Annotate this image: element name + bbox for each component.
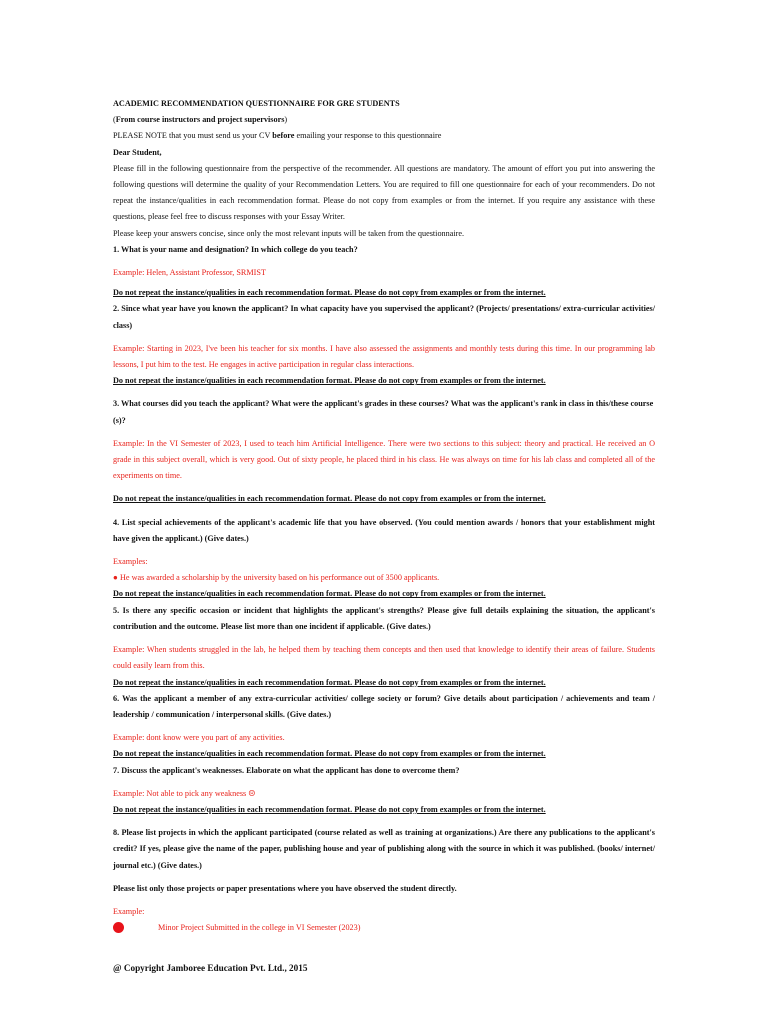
example-8-label: Example:	[113, 906, 145, 916]
question-5: 5. Is there any specific occasion or incident that highlights the applicant's strengths? Please give full details explaining the situation, the applicant's contribution and the outcome. Please list more than one incident if applicable. (Give dates.)	[113, 605, 655, 631]
note-post: emailing your response to this questionnaire	[294, 131, 442, 141]
warning-7: Do not repeat the instance/qualities in each recommendation format. Please do not copy from examples or from the internet.	[113, 804, 546, 814]
salutation: Dear Student,	[113, 147, 162, 157]
warning-6: Do not repeat the instance/qualities in each recommendation format. Please do not copy from examples or from the internet.	[113, 749, 546, 759]
example-8-bullet-row	[113, 920, 655, 938]
example-8-item: Minor Project Submitted in the college in VI Semester (2023)	[158, 923, 361, 933]
note-bold: before	[272, 131, 295, 141]
question-3: 3. What courses did you teach the applicant? What were the applicant's grades in these courses? What was the applicant's rank in class in this/these course (s)?	[113, 399, 654, 425]
intro-paragraph: Please fill in the following questionnaire from the perspective of the recommender. All questions are mandatory. The amount of effort you put into answering the following questions will determine the quality of your Recommendation Letters. You are required to fill one questionnaire for each of your recommenders. Do not repeat the instance/qualities in each recommendation format. Please do not copy from examples or from the internet. If you require any assistance with these questions, please feel free to discuss responses with your Essay Writer.	[113, 163, 655, 222]
example-1: Example: Helen, Assistant Professor, SRMIST	[113, 268, 266, 278]
questionnaire-document	[113, 96, 655, 938]
warning-2: Do not repeat the instance/qualities in each recommendation format. Please do not copy from examples or from the internet.	[113, 376, 546, 386]
question-1: 1. What is your name and designation? In which college do you teach?	[113, 244, 358, 254]
document-title: ACADEMIC RECOMMENDATION QUESTIONNAIRE FOR GRE STUDENTS	[113, 99, 400, 108]
question-8-note: Please list only those projects or paper presentations where you have observed the student directly.	[113, 883, 457, 893]
example-5: Example: When students struggled in the lab, he helped them by teaching them concepts and then used that knowledge to identify their areas of failure. Students could easily learn from this.	[113, 645, 655, 671]
copyright-footer: @ Copyright Jamboree Education Pvt. Ltd., 2015	[113, 963, 308, 973]
example-3: Example: In the VI Semester of 2023, I used to teach him Artificial Intelligence. There were two sections to this subject: theory and practical. He received an O grade in this subject overall, which is very good. Out of sixty people, he placed third in his class. He was always on time for his lab class and completed all of the experiments on time.	[113, 438, 655, 481]
example-7: Example: Not able to pick any weakness ☹	[113, 788, 256, 798]
question-8: 8. Please list projects in which the applicant participated (course related as well as training at organizations.) Are there any publications to the applicant's credit? If yes, please give the name of the paper, publishing house and year of publishing along with the source in which it was published. (books/ internet/ journal etc.) (Give dates.)	[113, 828, 655, 870]
note-pre: that you must send us your CV	[166, 131, 273, 141]
question-2: 2. Since what year have you known the applicant? In what capacity have you supervised the applicant? (Projects/ presentations/ extra-curricular activities/ class)	[113, 304, 655, 330]
warning-4: Do not repeat the instance/qualities in each recommendation format. Please do not copy from examples or from the internet.	[113, 589, 546, 599]
document-subtitle: (From course instructors and project supervisors)	[113, 115, 288, 125]
question-4: 4. List special achievements of the applicant's academic life that you have observed. (You could mention awards / honors that your establishment might have given the applicant.) (Give dates.)	[113, 517, 655, 543]
intro-paragraph-2: Please keep your answers concise, since only the most relevant inputs will be taken from the questionnaire.	[113, 228, 465, 238]
warning-5: Do not repeat the instance/qualities in each recommendation format. Please do not copy from examples or from the internet.	[113, 677, 546, 687]
subtitle-text: From course instructors and project supervisors	[115, 115, 285, 125]
question-6: 6. Was the applicant a member of any extra-curricular activities/ college society or forum? Give details about participation / achievements and team / leadership / communication / interpersonal skills. (Give dates.)	[113, 693, 655, 719]
example-4-label: Examples:	[113, 557, 148, 567]
red-bullet-icon	[113, 922, 124, 933]
warning-1: Do not repeat the instance/qualities in each recommendation format. Please do not copy from examples or from the internet.	[113, 288, 546, 298]
warning-3: Do not repeat the instance/qualities in each recommendation format. Please do not copy from examples or from the internet.	[113, 494, 546, 504]
example-4-item: ● He was awarded a scholarship by the university based on his performance out of 3500 applicants.	[113, 573, 440, 583]
cv-note	[113, 128, 655, 144]
example-6: Example: dont know were you part of any activities.	[113, 733, 285, 743]
example-2: Example: Starting in 2023, I've been his teacher for six months. I have also assessed the assignments and monthly tests during this time. In our programming lab lessons, I put him to the test. He engages in active participation in regular class interactions.	[113, 343, 655, 370]
note-label: PLEASE NOTE	[113, 131, 167, 141]
question-7: 7. Discuss the applicant's weaknesses. Elaborate on what the applicant has done to overcome them?	[113, 765, 460, 775]
